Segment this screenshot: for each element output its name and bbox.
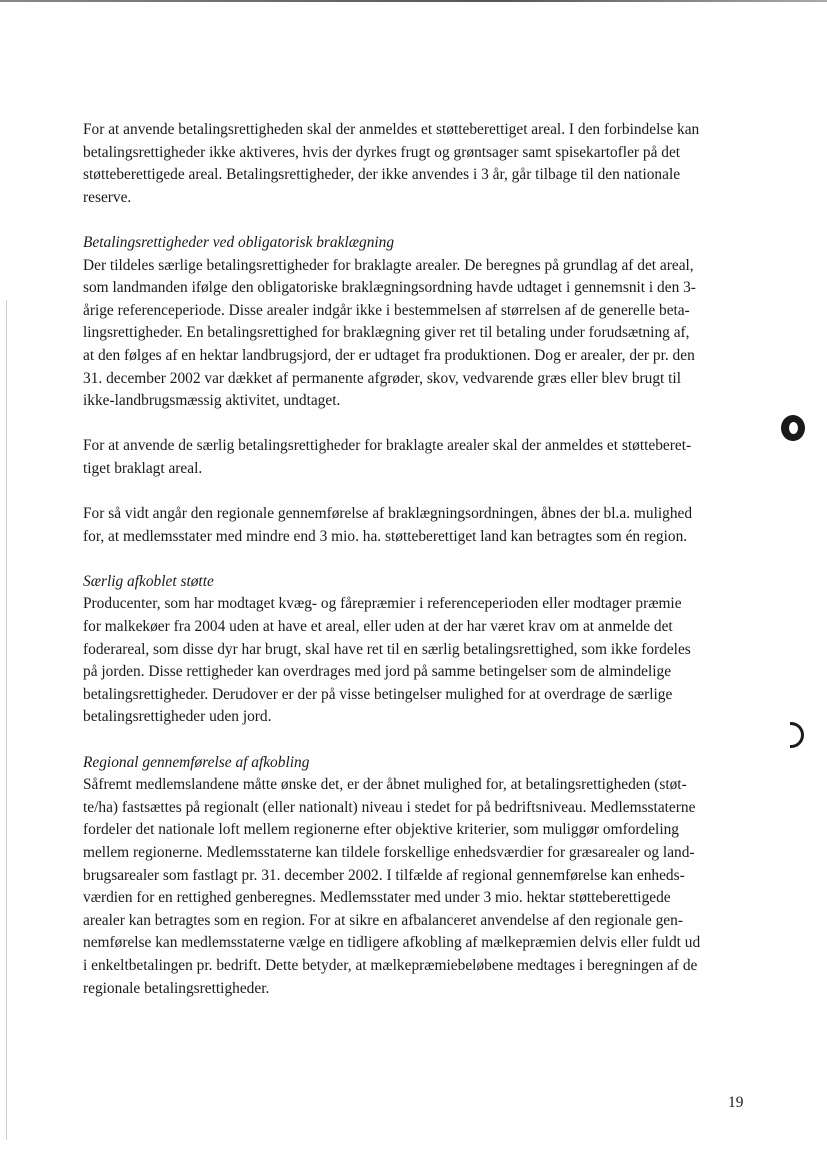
section-2	[83, 232, 747, 413]
text-line: fordeler det nationale loft mellem regionerne efter objektive kriterier, som muliggør omfordeling	[83, 821, 679, 839]
section-heading: Regional gennemførelse af afkobling	[83, 753, 310, 771]
text-line: For at anvende de særlig betalingsrettigheder for braklagte arealer skal der anmeldes et støtteberet-	[83, 437, 692, 455]
left-scan-edge	[6, 300, 7, 1140]
text-line: for malkekøer fra 2004 uden at have et areal, eller uden at der har været krav om at anmelde det	[83, 618, 673, 636]
text-line: som landmanden ifølge den obligatoriske braklægningsordning havde udtaget i gennemsnit i den 3-	[83, 279, 696, 297]
text-line: værdien for en rettighed genberegnes. Medlemsstater med under 3 mio. hektar støtteberettigede	[83, 889, 671, 907]
section-5	[83, 571, 747, 729]
text-line: For så vidt angår den regionale gennemførelse af braklægningsordningen, åbnes der bl.a. mulighed	[83, 505, 693, 523]
binding-edge-mark	[790, 722, 804, 748]
section-6	[83, 752, 747, 1001]
text-line: for, at medlemsstater med mindre end 3 mio. ha. støtteberettiget land kan betragtes som én region.	[83, 527, 688, 545]
text-line: på jorden. Disse rettigheder kan overdrages med jord på samme betingelser som de almindelige	[83, 663, 672, 681]
text-line: regionale betalingsrettigheder.	[83, 979, 270, 997]
paragraph-gap	[83, 209, 747, 232]
paragraph-gap	[83, 481, 747, 504]
text-line: betalingsrettigheder ikke aktiveres, hvis der dyrkes frugt og grøntsager samt spisekartofler på det	[83, 143, 681, 161]
text-line: For at anvende betalingsrettigheden skal der anmeldes et støtteberettiget areal. I den forbindelse kan	[83, 121, 700, 138]
text-line: foderareal, som disse dyr har brugt, skal have ret til en særlig betalingsrettighed, som ikke fordeles	[83, 640, 691, 658]
paragraph	[83, 774, 747, 1000]
section-heading: Særlig afkoblet støtte	[83, 572, 214, 590]
section-4	[83, 503, 747, 548]
text-line: betalingsrettigheder uden jord.	[83, 708, 272, 726]
text-line: arealer kan betragtes som en region. For at sikre en afbalanceret anvendelse af den regionale gen-	[83, 911, 683, 929]
paragraph	[83, 119, 747, 209]
document-body	[83, 119, 747, 1000]
section-3	[83, 435, 747, 480]
text-line: støtteberettigede areal. Betalingsrettigheder, der ikke anvendes i 3 år, går tilbage til den nationale	[83, 166, 681, 184]
paragraph-gap	[83, 729, 747, 752]
text-line: betalingsrettigheder. Derudover er der på visse betingelser mulighed for at overdrage de særlige	[83, 685, 673, 703]
section-heading: Betalingsrettigheder ved obligatorisk braklægning	[83, 233, 395, 251]
text-line: årige referenceperiode. Disse arealer indgår ikke i bestemmelsen af størrelsen af de generelle beta-	[83, 301, 690, 319]
text-line: reserve.	[83, 188, 132, 206]
text-line: Producenter, som har modtaget kvæg- og fårepræmier i referenceperioden eller modtager præmie	[83, 595, 682, 613]
paragraph	[83, 503, 747, 548]
text-line: brugsarealer som fastlagt pr. 31. december 2002. I tilfælde af regional gennemførelse kan enheds-	[83, 866, 685, 884]
text-line: Der tildeles særlige betalingsrettigheder for braklagte arealer. De beregnes på grundlag af det areal,	[83, 256, 694, 274]
text-line: nemførelse kan medlemsstaterne vælge en tidligere afkobling af mælkepræmien delvis eller fuldt ud	[83, 934, 701, 952]
paragraph	[83, 593, 747, 729]
paragraph	[83, 255, 747, 413]
hole-punch-mark	[781, 415, 805, 441]
paragraph-gap	[83, 413, 747, 436]
paragraph-gap	[83, 548, 747, 571]
paragraph	[83, 435, 747, 480]
text-line: ikke-landbrugsmæssig aktivitet, undtaget.	[83, 392, 341, 410]
text-line: Såfremt medlemslandene måtte ønske det, er der åbnet mulighed for, at betalingsrettigheden (støt-	[83, 776, 687, 794]
text-line: mellem regionerne. Medlemsstaterne kan tildele forskellige enhedsværdier for græsarealer og land-	[83, 844, 695, 861]
text-line: i enkeltbetalingen pr. bedrift. Dette betyder, at mælkepræmiebeløbene medtages i beregningen af de	[83, 956, 698, 974]
text-line: 31. december 2002 var dækket af permanente afgrøder, skov, vedvarende græs eller blev brugt til	[83, 369, 681, 387]
top-scan-edge	[0, 0, 827, 2]
section-1	[83, 119, 747, 209]
text-line: te/ha) fastsættes på regionalt (eller nationalt) niveau i stedet for på bedriftsniveau. Medlemsstaterne	[83, 798, 696, 816]
text-line: at den følges af en hektar landbrugsjord, der er udtaget fra produktionen. Dog er arealer, der pr. den	[83, 346, 695, 364]
page-number: 19	[728, 1094, 744, 1111]
text-line: tiget braklagt areal.	[83, 459, 203, 477]
text-line: lingsrettigheder. En betalingsrettighed for braklægning giver ret til betaling under forudsætning af,	[83, 324, 690, 342]
